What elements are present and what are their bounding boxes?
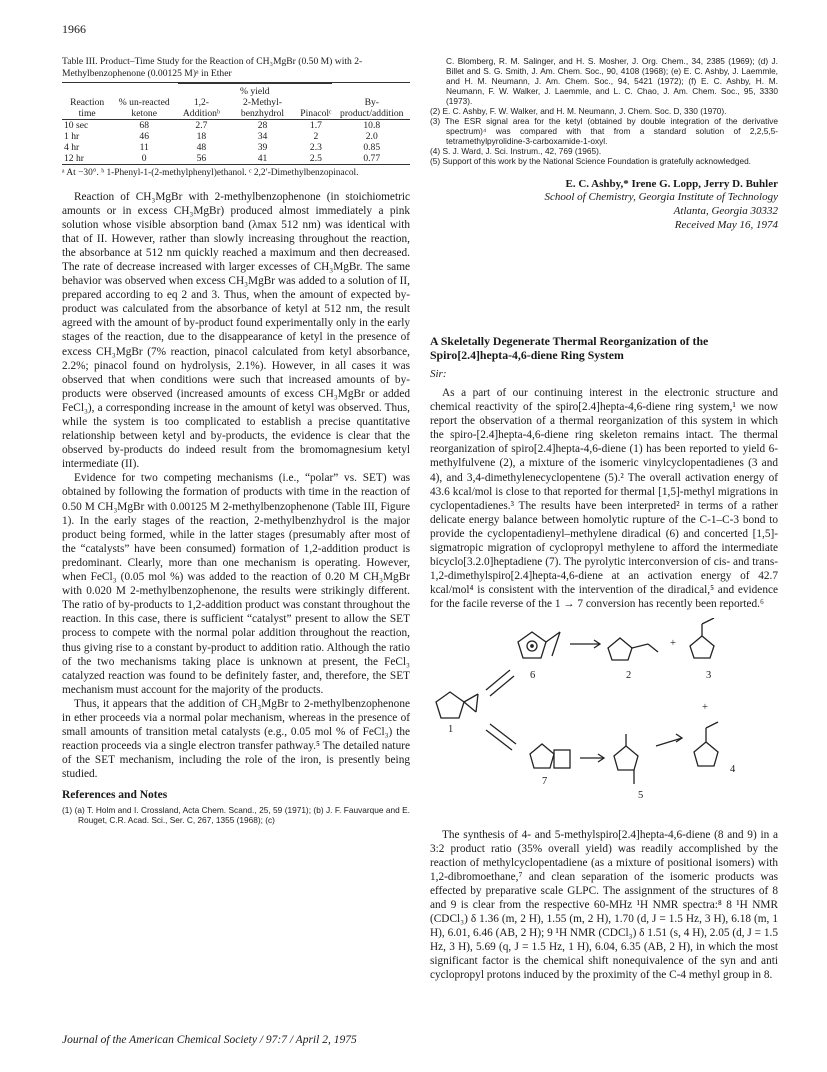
affiliation-line: School of Chemistry, Georgia Institute of Technology xyxy=(544,191,778,203)
body-paragraph: Thus, it appears that the addition of CH₃MgBr to 2-methylbenzophenone in ether proceeds via a normal polar mechanism, whereas in the presence of small amounts of transition metal catalysts (e.g., 0.05 mol % of FeCl₃) the reaction proceeds via a single electron transfer pathway.⁵ The detailed nature of the SET mechanism, including the role of the iron, is presently being studied. xyxy=(62,697,410,781)
references-heading: References and Notes xyxy=(62,789,168,802)
table-cell: 34 xyxy=(257,131,268,142)
col-header: % un-reacted ketone xyxy=(118,97,170,119)
journal-footer: Journal of the American Chemical Society / 97:7 / April 2, 1975 xyxy=(62,1034,357,1046)
table-cell: 2.5 xyxy=(309,153,322,164)
table-cell: 2.7 xyxy=(195,120,208,131)
table-cell: 39 xyxy=(257,142,268,153)
reference-item-continued: C. Blomberg, R. M. Salinger, and H. S. Mosher, J. Org. Chem., 34, 2385 (1969); (d) J. Billet and S. G. Smith, J. Am. Chem. Soc., 90, 4108 (1968); (e) E. C. Ashby, J. Laemmle, and H. M. Neumann, J. Am. Chem. Soc., 94, 5421 (1972); (f) E. C. Ashby, H. M. Neumann, F. W. Walker, J. Laemmle, and L. C. Chao, J. Am. Chem. Soc., 95, 3330 (1973). xyxy=(446,56,778,106)
table-cell: 46 xyxy=(139,131,149,142)
table-cell: 2.3 xyxy=(309,142,322,153)
right-column xyxy=(430,56,778,983)
table-cell: 1.7 xyxy=(309,120,322,131)
reference-item: (4) S. J. Ward, J. Sci. Instrum., 42, 769 (1965). xyxy=(430,146,602,156)
compound-label: 2 xyxy=(626,669,632,681)
body-paragraph: The synthesis of 4- and 5-methylspiro[2.4]hepta-4,6-diene (8 and 9) in a 3:2 product ratio (35% overall yield) was readily accomplished by the reaction of methylcyclopentadiene (as a mixture of positional isomers) with 1,2-dibromoethane,⁷ and clean separation of the isomeric products was effected by preparative scale GLPC. The assignment of the structures of 8 and 9 is clear from the respective 60-MHz ¹H NMR spectra:⁸ 8 ¹H NMR (CDCl₃) δ 1.36 (m, 2 H), 1.55 (m, 2 H), 1.70 (d, J = 1.5 Hz, 3 H), 6.18 (m, 1 H), 6.01, 6.46 (AB, 2 H); 9 ¹H NMR (CDCl₃) δ 1.51 (s, 4 H), 2.05 (d, J = 1.5 Hz, 3 H), 5.69 (q, J = 1.5 Hz, 1 H), 6.04, 6.35 (AB, 2 H), in which the most significant factor is the chemical shift nonequivalence of the syn and anti cyclopropyl protons induced by the proximity of the C-4 methyl group in 8. xyxy=(430,828,778,982)
table-row xyxy=(62,142,410,153)
compound-label: 5 xyxy=(638,789,644,801)
table-cell: 12 hr xyxy=(64,153,84,164)
affiliation-line: Atlanta, Georgia 30332 xyxy=(673,205,778,217)
table-cell: 48 xyxy=(196,142,207,153)
table-cell: 4 hr xyxy=(64,142,80,153)
reaction-scheme-drawing xyxy=(430,618,778,818)
table-cell: 0.85 xyxy=(363,142,381,153)
authors: E. C. Ashby,* Irene G. Lopp, Jerry D. Buhler xyxy=(565,178,778,190)
table-row xyxy=(62,120,410,132)
body-paragraph: Reaction of CH₃MgBr with 2-methylbenzophenone (in stoichiometric amounts or in excess CH₃MgBr) produced almost immediately a pink solution whose visible absorption band (λmax 512 nm) was identical with that of II. However, rather than slowly increasing throughout the reaction, the absorbance at 512 nm quickly reached a maximum and then decreased. The rate of decrease increased with larger excesses of CH₃MgBr. The same behavior was observed when excess CH₃MgBr was added to a solution of II, prepared according to eq 2 and 3. Thus, when the amount of expected by-product was calculated from the absorbance of ketyl at 512 nm, the result agreed with the amount of by-product found experimentally only in the early stages of the reaction, due to the disappearance of ketyl in the presence of excess CH₃MgBr (7% reaction, pinacol calculated from ketyl absorbance, 2.2%; pinacol found on hydrolysis, 2.1%). However, in all cases it was observed that when conditions were such that increased amounts of by-products were observed (increased amounts of excess CH₃MgBr or added FeCl₃), a corresponding increase in the amount of ketyl was observed. Thus, while the system is too complicated to establish a precise quantitative relationship between ketyl and by-products, the evidence is clear that the observed by-products do indeed result from the bromomagnesium ketyl intermediate (II). xyxy=(62,190,410,471)
table-cell: 56 xyxy=(196,153,207,164)
col-header: By-product/addition xyxy=(340,97,404,119)
plus-sign: + xyxy=(670,637,676,649)
compound-label: 7 xyxy=(542,775,548,787)
col-header: Pinacolᶜ xyxy=(300,108,332,119)
table-cell: 2.0 xyxy=(365,131,378,142)
table-cell: 10 sec xyxy=(64,120,89,131)
table-cell: 11 xyxy=(139,142,149,153)
table-cell: 28 xyxy=(257,120,268,131)
reaction-scheme xyxy=(430,618,778,818)
col-header: 2-Methyl-benzhydrol xyxy=(240,97,285,119)
table-caption: Table III. Product–Time Study for the Reaction of CH₃MgBr (0.50 M) with 2-Methylbenzophenone (0.00125 M)ᵃ in Ether xyxy=(62,56,363,79)
col-header: 1,2-Additionᵇ xyxy=(182,97,220,119)
table-cell: 68 xyxy=(139,120,149,131)
page-number: 1966 xyxy=(62,22,86,36)
table-cell: 10.8 xyxy=(363,120,381,131)
table-row xyxy=(62,153,410,165)
plus-sign: + xyxy=(702,701,708,713)
table-cell: 1 hr xyxy=(64,131,80,142)
compound-label: 4 xyxy=(730,763,736,775)
body-paragraph: Evidence for two competing mechanisms (i.e., “polar” vs. SET) was obtained by following the formation of products with time in the reaction of 0.50 M CH₃MgBr with 0.00125 M 2-methylbenzophenone (Table III, Figure 1). In the early stages of the reaction, 2-methylbenzhydrol is the major product being formed, while in the latter stages (presumably after most of the “catalysts” have been consumed) formation of 1,2-addition product is predominant. Clearly, more than one mechanism is operating. However, when FeCl₃ (0.05 mol %) was added to the reaction of 0.20 M CH₃MgBr with 0.020 M 2-methylbenzophenone, the results were strikingly different. The ratio of by-products to 1,2-addition product was constant throughout the reaction. In this case, there is sufficient “catalyst” present to allow the SET process to compete with the normal polar addition throughout the reaction, thus giving rise to a constant by-product to addition ratio. Although the ratio of the two mechanisms taking place is unknown at present, the FeCl₃ catalyzed reaction was found to be definitely faster, and, therefore, the SET mechanism must account for the majority of the products. xyxy=(62,472,410,696)
compound-label: 1 xyxy=(448,723,454,735)
compound-label: 3 xyxy=(706,669,712,681)
reference-item: (3) The ESR signal area for the ketyl (obtained by double integration of the derivative spectrum)⁴ was compared with that from a standard solution of 2,2,5,5-tetramethylpyrolidine-3-carboxamide-1-oxyl. xyxy=(430,116,778,146)
table-cell: 41 xyxy=(257,153,268,164)
spiro-ring xyxy=(436,692,464,718)
table-cell: 18 xyxy=(196,131,207,142)
reference-item: (2) E. C. Ashby, F. W. Walker, and H. M. Neumann, J. Chem. Soc. D, 330 (1970). xyxy=(430,106,727,116)
table-cell: 0 xyxy=(141,153,147,164)
table-cell: 2 xyxy=(313,131,319,142)
reference-item: (5) Support of this work by the National Science Foundation is gratefully acknowledged. xyxy=(430,156,751,166)
salutation: Sir: xyxy=(430,368,447,380)
article-title: A Skeletally Degenerate Thermal Reorganization of the Spiro[2.4]hepta-4,6-diene Ring System xyxy=(430,334,709,362)
table-footnote: ᵃ At −30°. ᵇ 1-Phenyl-1-(2-methylphenyl)ethanol. ᶜ 2,2′-Dimethylbenzopinacol. xyxy=(62,168,359,178)
product-time-table xyxy=(62,82,410,165)
compound-label: 6 xyxy=(530,669,536,681)
table-row xyxy=(62,131,410,142)
body-paragraph: As a part of our continuing interest in the electronic structure and chemical reactivity of the spiro[2.4]hepta-4,6-diene ring system,¹ we now report the observation of a thermal reorganization of this system in which the spiro-[2.4]hepta-4,6-diene ring skeleton remains intact. The thermal reorganization of spiro[2.4]hepta-4,6-diene (1) has been reported to yield 6-methylfulvene (2), a mixture of the isomeric vinylcyclopentadienes (3 and 4), and 3,4-dimethylenecyclopentene (5).² The overall activation energy of 43.6 kcal/mol is close to that reported for thermal [1,5]-methyl migrations in cyclopentadienes.³ The results have been interpreted² in terms of a rather delicate energy balance between homolytic rupture of the C-1–C-3 bond to provide the cyclopentadienyl–methylene diradical (6) and concerted [1,5]-sigmatropic migration of cyclopropyl methylene to afford the intermediate bicyclo[3.2.0]heptadiene (7). The pyrolytic interconversion of cis- and trans-1,2-dimethylspiro[2.4]hepta-4,6-diene at an activation energy of 42.7 kcal/mol⁴ is consistent with the intervention of the diradical,⁵ and evidence for the facile reverse of the 1 → 7 conversion has recently been reported.⁶ xyxy=(430,387,778,611)
col-header: Reaction time xyxy=(70,97,105,119)
received-date: Received May 16, 1974 xyxy=(674,219,778,231)
yield-header: % yield xyxy=(178,83,331,97)
reference-item: (1) (a) T. Holm and I. Crossland, Acta Chem. Scand., 25, 59 (1971); (b) J. F. Fauvarque and E. Rouget, C.R. Acad. Sci., Ser. C, 267, 1355 (1968); (c) xyxy=(62,805,410,826)
table-cell: 0.77 xyxy=(363,153,381,164)
left-column xyxy=(62,56,410,825)
